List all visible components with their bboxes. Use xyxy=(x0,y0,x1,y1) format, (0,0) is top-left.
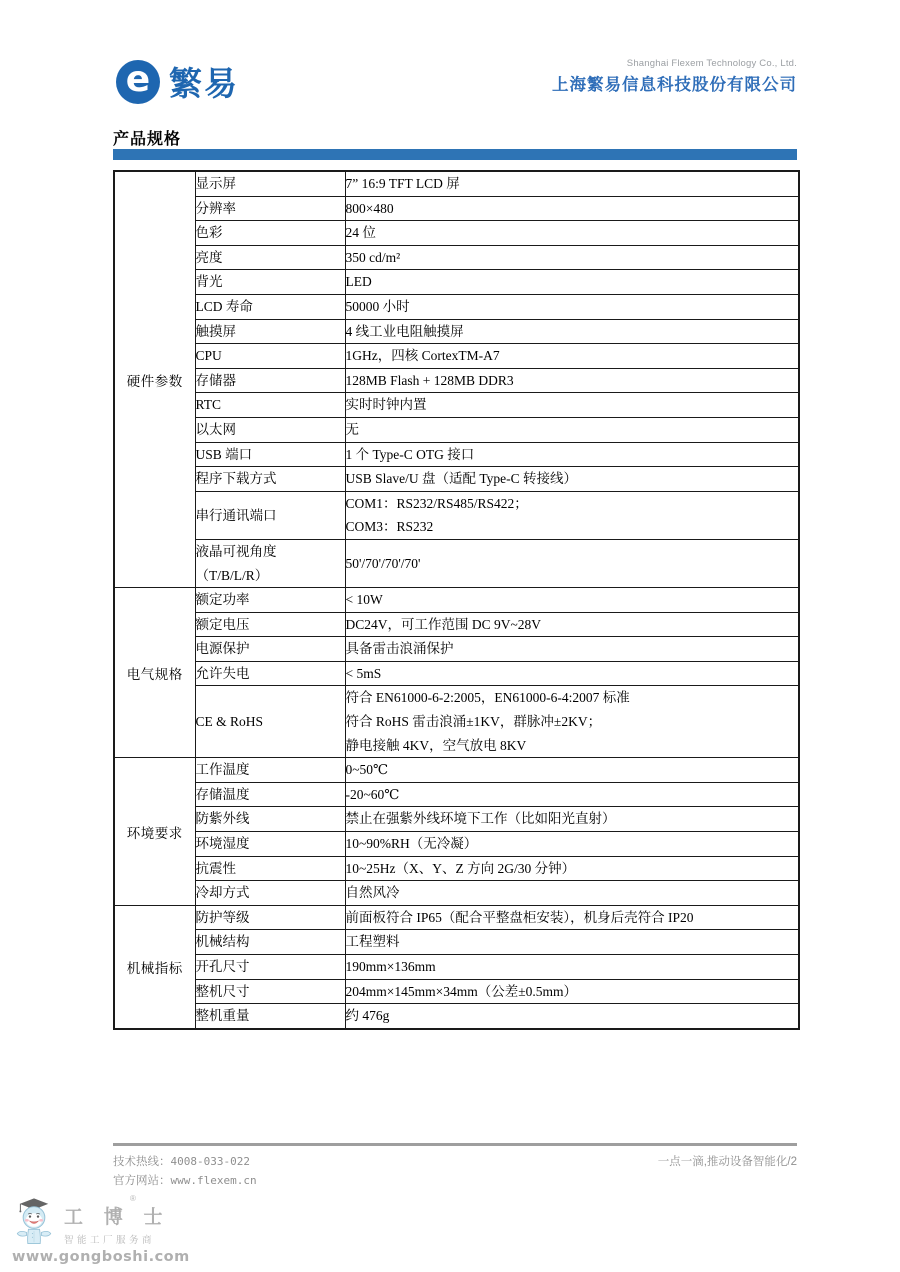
spec-label: 开孔尺寸 xyxy=(195,955,345,980)
spec-value: 工程塑料 xyxy=(345,930,799,955)
spec-value: LED xyxy=(345,270,799,295)
spec-row xyxy=(114,588,799,613)
spec-row xyxy=(114,782,799,807)
spec-row xyxy=(114,758,799,783)
spec-label: 环境湿度 xyxy=(195,832,345,857)
spec-value: 1 个 Type-C OTG 接口 xyxy=(345,442,799,467)
gongboshi-subtitle: 智能工厂服务商 xyxy=(64,1235,156,1246)
spec-table-body xyxy=(114,171,799,1029)
spec-label: 电源保护 xyxy=(195,637,345,662)
spec-value: 350 cd/m² xyxy=(345,245,799,270)
spec-label: 允许失电 xyxy=(195,661,345,686)
spec-row xyxy=(114,955,799,980)
company-name-zh: 上海繁易信息科技股份有限公司 xyxy=(552,76,797,94)
spec-row xyxy=(114,171,799,196)
spec-label: 串行通讯端口 xyxy=(195,491,345,539)
gongboshi-mascot-icon xyxy=(12,1194,56,1246)
spec-row xyxy=(114,344,799,369)
spec-value: DC24V，可工作范围 DC 9V~28V xyxy=(345,612,799,637)
spec-value: 128MB Flash + 128MB DDR3 xyxy=(345,368,799,393)
spec-label: LCD 寿命 xyxy=(195,294,345,319)
spec-row xyxy=(114,442,799,467)
spec-row xyxy=(114,856,799,881)
spec-label: 液晶可视角度 （T/B/L/R） xyxy=(195,539,345,587)
spec-value: 50'/70'/70'/70' xyxy=(345,539,799,587)
spec-row xyxy=(114,491,799,539)
spec-label: 防紫外线 xyxy=(195,807,345,832)
spec-row xyxy=(114,979,799,1004)
spec-value: COM1：RS232/RS485/RS422； COM3：RS232 xyxy=(345,491,799,539)
hotline-number: 4008-033-022 xyxy=(170,1155,250,1168)
spec-label: CPU xyxy=(195,344,345,369)
spec-row xyxy=(114,319,799,344)
spec-value: 800×480 xyxy=(345,196,799,221)
spec-label: 机械结构 xyxy=(195,930,345,955)
company-header xyxy=(552,58,797,95)
spec-label: 存储器 xyxy=(195,368,345,393)
spec-row xyxy=(114,905,799,930)
spec-value: 实时时钟内置 xyxy=(345,393,799,418)
spec-row xyxy=(114,930,799,955)
spec-value: 前面板符合 IP65（配合平整盘柜安装），机身后壳符合 IP20 xyxy=(345,905,799,930)
spec-label: 额定功率 xyxy=(195,588,345,613)
gongboshi-watermark xyxy=(12,1194,232,1265)
spec-label: 抗震性 xyxy=(195,856,345,881)
spec-value: 10~90%RH（无冷凝） xyxy=(345,832,799,857)
spec-label: 背光 xyxy=(195,270,345,295)
spec-row xyxy=(114,637,799,662)
spec-label: 防护等级 xyxy=(195,905,345,930)
spec-row xyxy=(114,686,799,758)
spec-value: 50000 小时 xyxy=(345,294,799,319)
flexem-logo-text: 繁易 xyxy=(169,65,239,102)
hotline-label: 技术热线： xyxy=(113,1156,171,1168)
spec-row xyxy=(114,294,799,319)
spec-value: 无 xyxy=(345,417,799,442)
spec-row xyxy=(114,467,799,492)
spec-value: -20~60℃ xyxy=(345,782,799,807)
spec-category: 机械指标 xyxy=(114,905,195,1028)
spec-value: 约 476g xyxy=(345,1004,799,1029)
spec-row xyxy=(114,881,799,906)
spec-value: 0~50℃ xyxy=(345,758,799,783)
spec-value: 7” 16:9 TFT LCD 屏 xyxy=(345,171,799,196)
footer-contact xyxy=(113,1153,257,1190)
spec-label: 存储温度 xyxy=(195,782,345,807)
spec-value: < 5mS xyxy=(345,661,799,686)
spec-row xyxy=(114,612,799,637)
spec-category: 硬件参数 xyxy=(114,171,195,588)
spec-label: 分辨率 xyxy=(195,196,345,221)
gongboshi-url: www.gongboshi.com xyxy=(12,1249,190,1265)
spec-value: 204mm×145mm×34mm（公差±0.5mm） xyxy=(345,979,799,1004)
spec-row xyxy=(114,539,799,587)
spec-value: < 10W xyxy=(345,588,799,613)
spec-value: 1GHz，四核 CortexTM-A7 xyxy=(345,344,799,369)
spec-label: 程序下载方式 xyxy=(195,467,345,492)
spec-value: 24 位 xyxy=(345,221,799,246)
spec-value: 10~25Hz（X、Y、Z 方向 2G/30 分钟） xyxy=(345,856,799,881)
spec-value: 4 线工业电阻触摸屏 xyxy=(345,319,799,344)
flexem-logo xyxy=(116,58,239,105)
footer-divider xyxy=(113,1143,797,1146)
spec-label: 额定电压 xyxy=(195,612,345,637)
spec-row xyxy=(114,417,799,442)
spec-value: 具备雷击浪涌保护 xyxy=(345,637,799,662)
spec-label: CE & RoHS xyxy=(195,686,345,758)
spec-label: 冷却方式 xyxy=(195,881,345,906)
spec-value: USB Slave/U 盘（适配 Type-C 转接线） xyxy=(345,467,799,492)
spec-category: 电气规格 xyxy=(114,588,195,758)
spec-row xyxy=(114,393,799,418)
spec-row xyxy=(114,661,799,686)
spec-label: 触摸屏 xyxy=(195,319,345,344)
spec-label: 整机尺寸 xyxy=(195,979,345,1004)
website-label: 官方网站： xyxy=(113,1174,171,1187)
spec-label: 亮度 xyxy=(195,245,345,270)
flexem-e-icon: e xyxy=(116,60,160,104)
spec-label: 工作温度 xyxy=(195,758,345,783)
spec-label: 色彩 xyxy=(195,221,345,246)
spec-value: 190mm×136mm xyxy=(345,955,799,980)
spec-row xyxy=(114,368,799,393)
spec-row xyxy=(114,270,799,295)
footer-slogan: 一点一滴,推动设备智能化/2 xyxy=(657,1156,797,1168)
spec-row xyxy=(114,221,799,246)
spec-label: 整机重量 xyxy=(195,1004,345,1029)
gongboshi-name: 工 博 士 xyxy=(64,1207,171,1228)
website-line xyxy=(113,1172,257,1191)
spec-value: 符合 EN61000-6-2:2005，EN61000-6-4:2007 标准 符合 RoHS 雷击浪涌±1KV，群脉冲±2KV； 静电接触 4KV，空气放电 8KV xyxy=(345,686,799,758)
spec-label: 以太网 xyxy=(195,417,345,442)
spec-row xyxy=(114,1004,799,1029)
website-url: www.flexem.cn xyxy=(170,1173,257,1187)
title-accent-bar xyxy=(113,149,797,160)
spec-category: 环境要求 xyxy=(114,758,195,906)
registered-trademark-symbol: ® xyxy=(130,1194,136,1203)
spec-row xyxy=(114,196,799,221)
spec-row xyxy=(114,807,799,832)
spec-row xyxy=(114,245,799,270)
spec-row xyxy=(114,832,799,857)
hotline-line xyxy=(113,1153,257,1172)
spec-value: 自然风冷 xyxy=(345,881,799,906)
spec-value: 禁止在强紫外线环境下工作（比如阳光直射） xyxy=(345,807,799,832)
page-title: 产品规格 xyxy=(113,131,182,148)
company-name-en: Shanghai Flexem Technology Co., Ltd. xyxy=(626,58,797,69)
spec-label: RTC xyxy=(195,393,345,418)
spec-label: USB 端口 xyxy=(195,442,345,467)
spec-label: 显示屏 xyxy=(195,171,345,196)
spec-table xyxy=(113,170,800,1030)
